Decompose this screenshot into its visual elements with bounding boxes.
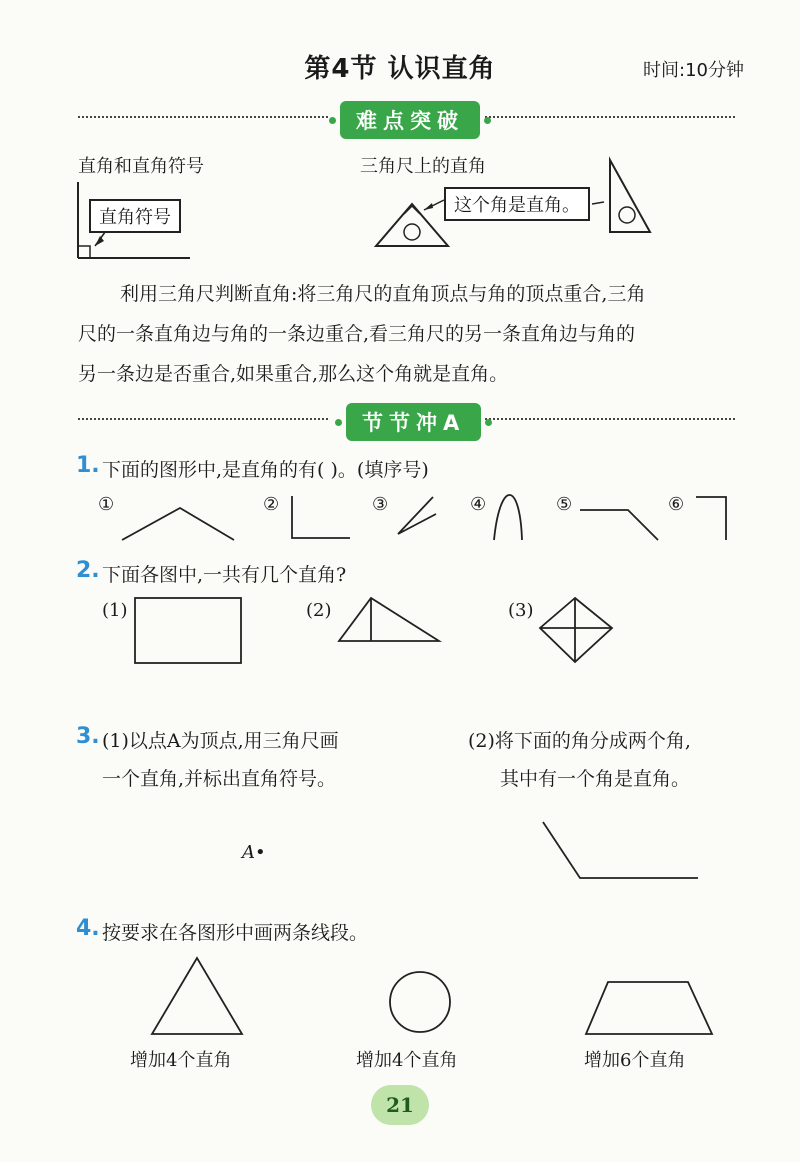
- concept-heading-right-angle-symbol: 直角和直角符号: [78, 156, 204, 177]
- section-badge-practice: 节节冲A: [346, 403, 481, 441]
- question-4-text: 按要求在各图形中画两条线段。: [102, 922, 369, 944]
- q2-label-3: (3): [508, 600, 534, 621]
- q4-caption-triangle: 增加4个直角: [130, 1050, 232, 1071]
- q3-part2-line1: (2)将下面的角分成两个角,: [468, 730, 691, 752]
- concept-heading-set-square: 三角尺上的直角: [360, 156, 486, 177]
- question-2-text: 下面各图中,一共有几个直角?: [102, 564, 347, 586]
- q2-label-1: (1): [102, 600, 128, 621]
- question-2-number: 2.: [76, 558, 100, 583]
- question-3-number: 3.: [76, 724, 100, 749]
- time-limit: 时间:10分钟: [643, 60, 744, 81]
- q1-label-4: ④: [470, 494, 487, 515]
- page-title: 第4节 认识直角: [304, 54, 496, 84]
- q1-label-3: ③: [372, 494, 389, 515]
- q4-caption-circle: 增加4个直角: [356, 1050, 458, 1071]
- right-angle-callout: 这个角是直角。: [444, 187, 590, 221]
- q3-part1-line2: 一个直角,并标出直角符号。: [102, 768, 337, 790]
- point-a-label: A•: [242, 842, 266, 863]
- page-number: 21: [371, 1085, 429, 1125]
- paragraph-line-2: 尺的一条直角边与角的一条边重合,看三角尺的另一条直角边与角的: [78, 323, 636, 345]
- section-badge-difficulty: 难点突破: [340, 101, 480, 139]
- question-1-number: 1.: [76, 453, 100, 478]
- q1-label-1: ①: [98, 494, 115, 515]
- paragraph-line-1: 利用三角尺判断直角:将三角尺的直角顶点与角的顶点重合,三角: [120, 283, 646, 305]
- q1-label-5: ⑤: [556, 494, 573, 515]
- q1-label-6: ⑥: [668, 494, 685, 515]
- q1-label-2: ②: [263, 494, 280, 515]
- q2-label-2: (2): [306, 600, 332, 621]
- question-1-text: 下面的图形中,是直角的有( )。(填序号): [102, 459, 429, 481]
- paragraph-line-3: 另一条边是否重合,如果重合,那么这个角就是直角。: [78, 363, 509, 385]
- q3-part1-line1: (1)以点A为顶点,用三角尺画: [102, 730, 339, 752]
- q3-part2-line2: 其中有一个角是直角。: [500, 768, 691, 790]
- question-4-number: 4.: [76, 916, 100, 941]
- right-angle-symbol-label: 直角符号: [89, 199, 181, 233]
- q4-caption-trapezoid: 增加6个直角: [584, 1050, 686, 1071]
